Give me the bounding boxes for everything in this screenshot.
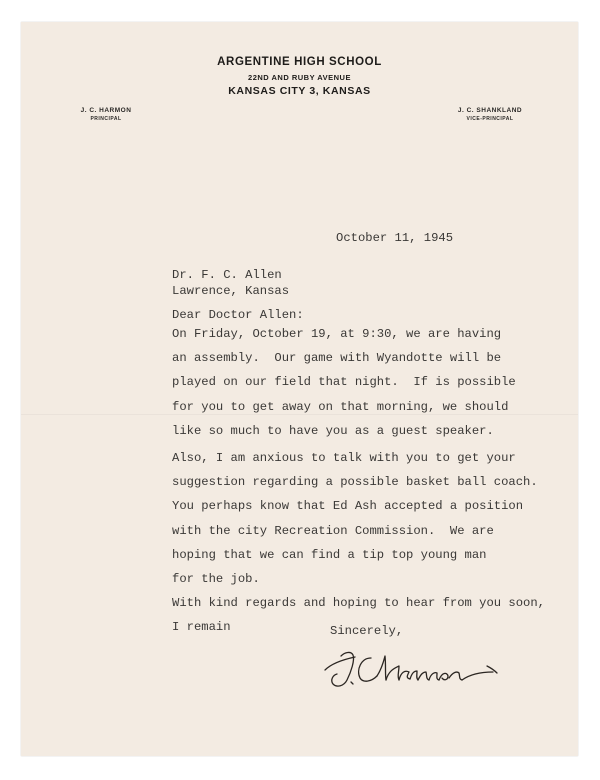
body-line: Also, I am anxious to talk with you to get your — [172, 451, 516, 465]
principal-name: J. C. HARMON — [80, 107, 132, 114]
vice-principal-block — [435, 107, 545, 122]
body-line: I remain — [172, 620, 231, 635]
body-line: On Friday, October 19, at 9:30, we are having — [172, 327, 502, 341]
salutation: Dear Doctor Allen: — [172, 308, 304, 322]
recipient-name: Dr. F. C. Allen — [172, 268, 282, 282]
principal-block — [51, 107, 161, 122]
body-line: You perhaps know that Ed Ash accepted a position — [172, 499, 524, 514]
letter-date: October 11, 1945 — [336, 231, 454, 245]
body-line: suggestion regarding a possible basket ball coach. — [172, 475, 538, 490]
closing: Sincerely, — [330, 624, 404, 638]
body-line: for the job. — [172, 571, 260, 586]
letterhead-address: 22ND AND RUBY AVENUE — [248, 73, 351, 82]
letter-sheet — [21, 22, 578, 756]
body-line: like so much to have you as a guest speaker. — [172, 423, 494, 438]
body-line: for you to get away on that morning, we should — [172, 399, 509, 414]
recipient-place: Lawrence, Kansas — [172, 284, 290, 298]
body-line: with the city Recreation Commission. We are — [172, 523, 494, 538]
body-line: hoping that we can find a tip top young man — [172, 547, 487, 562]
letterhead-school: ARGENTINE HIGH SCHOOL — [217, 56, 382, 68]
paragraph-2 — [172, 446, 545, 640]
principal-title: PRINCIPAL — [90, 116, 122, 122]
vice-principal-title: VICE-PRINCIPAL — [466, 116, 514, 122]
body-line: With kind regards and hoping to hear from you soon, — [172, 596, 545, 611]
paragraph-1 — [172, 322, 516, 443]
body-line: played on our field that night. If is possible — [172, 375, 516, 390]
body-line: an assembly. Our game with Wyandotte will be — [172, 351, 502, 366]
handwritten-signature — [311, 642, 511, 692]
vice-principal-name: J. C. SHANKLAND — [457, 107, 523, 114]
letterhead-city: KANSAS CITY 3, KANSAS — [228, 85, 371, 97]
